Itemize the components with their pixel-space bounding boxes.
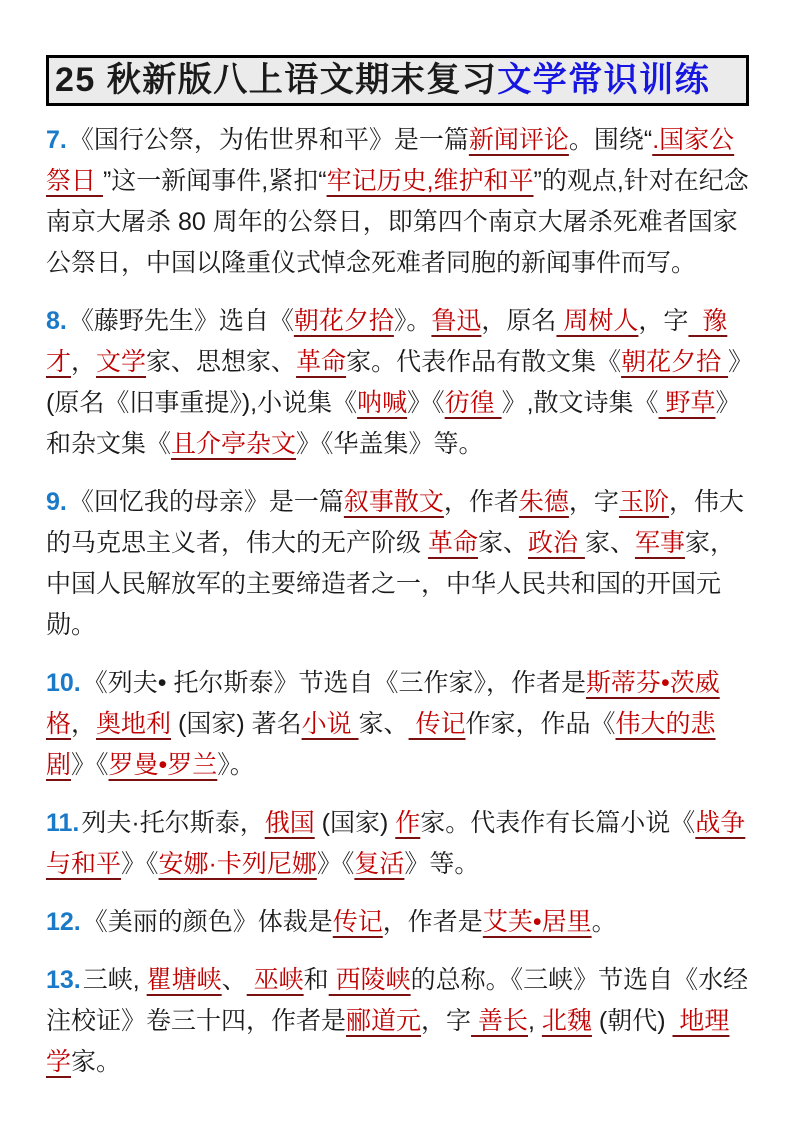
text-segment: 列夫·托尔斯泰， [81,809,265,837]
item-number: 9. [46,488,67,516]
item-paragraph [46,301,749,465]
text-segment: ，伟大的马克思主义者，伟大的无产阶级 [46,488,744,557]
fill-in-answer: 彷徨 [444,389,502,417]
fill-in-answer: 军事 [634,529,685,557]
fill-in-answer: 文学 [96,348,147,376]
fill-in-answer: 伟大的悲剧 [46,710,716,779]
fill-in-answer: 政治 [527,529,585,557]
text-segment: 三峡, [82,966,147,994]
text-segment: 》《华盖集》等。 [296,430,484,458]
text-segment: 》和杂文集《 [46,389,741,458]
text-segment: 。围绕“ [568,126,653,154]
text-segment: ，作者是 [382,908,483,936]
text-segment: ，字 [568,488,619,516]
text-segment: 》。 [217,751,255,779]
fill-in-answer: 巫峡 [246,966,304,994]
fill-in-answer: 斯蒂芬•茨威格 [46,669,720,738]
fill-in-answer: 小说 [301,710,359,738]
fill-in-answer: 朱德 [518,488,569,516]
text-segment: (朝代) [591,1007,673,1035]
fill-in-answer: 罗曼•罗兰 [108,751,218,779]
item-paragraph [46,902,749,943]
fill-in-answer: 西陵峡 [328,966,411,994]
text-segment: 和 [303,966,329,994]
fill-in-answer: 豫才 [46,307,728,376]
item-number: 10. [46,669,81,697]
text-segment: ，字 [421,1007,472,1035]
fill-in-answer: 传记 [332,908,383,936]
text-segment: 《列夫• 托尔斯泰》节选自《三作家》，作者是 [82,669,586,697]
text-segment: 《美丽的颜色》体裁是 [82,908,333,936]
text-segment: 》《 [316,850,355,878]
fill-in-answer: 鲁迅 [431,307,482,335]
text-segment: 》(原名《旧事重提》),小说集《 [46,348,741,417]
fill-in-answer: 革命 [296,348,347,376]
fill-in-answer: 朝花夕拾 [293,307,394,335]
text-segment: 》《 [71,751,109,779]
fill-in-answer: 安娜·卡列尼娜 [158,850,317,878]
text-segment: ”的观点,针对在纪念南京大屠杀 80 周年的公祭日，即第四个南京大屠杀死难者国家公祭日，中国以隆重仪式悼念死难者同胞的新闻事件而写。 [46,167,749,277]
text-segment: ”这一新闻事件,紧扣“ [102,167,327,195]
fill-in-answer: 地理学 [46,1007,730,1076]
text-segment: , [528,1007,542,1035]
text-segment: ，作者 [443,488,519,516]
text-segment: 》。 [393,307,432,335]
text-segment: 《国行公祭，为佑世界和平》是一篇 [68,126,469,154]
fill-in-answer: 艾芙•居里 [482,908,592,936]
item-number: 13. [46,966,81,994]
fill-in-answer: 野草 [658,389,716,417]
fill-in-answer: 复活 [354,850,405,878]
fill-in-answer: 瞿塘峡 [146,966,222,994]
text-segment: 家。 [71,1048,122,1076]
fill-in-answer: 周树人 [556,307,639,335]
item-number: 12. [46,908,81,936]
item-number: 7. [46,126,67,154]
text-segment: 》《 [121,850,159,878]
fill-in-answer: 且介亭杂文 [171,430,297,458]
title-highlight: 文学常识训练 [497,61,711,99]
fill-in-answer: 俄国 [264,809,315,837]
fill-in-answer: 奥地利 [96,710,172,738]
text-segment: 《藤野先生》选自《 [68,307,294,335]
fill-in-answer: 战争与和平 [46,809,746,878]
page-title [46,55,749,106]
fill-in-answer: 牢记历史,维护和平 [326,167,534,195]
text-segment: (国家) [314,809,396,837]
fill-in-answer: 北魏 [541,1007,592,1035]
text-segment: 》等。 [404,850,480,878]
text-segment: 》,散文诗集《 [501,389,659,417]
item-paragraph [46,120,749,284]
text-segment: 。 [591,908,617,936]
text-segment: 《回忆我的母亲》是一篇 [68,488,344,516]
text-segment: ，原名 [481,307,557,335]
item-number: 11. [46,809,80,837]
text-segment: 家，中国人民解放军的主要缔造者之一，中华人民共和国的开国元勋。 [46,529,735,639]
fill-in-answer: 新闻评论 [468,126,569,154]
text-segment: 家、 [477,529,528,557]
text-segment: ， [71,348,97,376]
title-prefix: 25 秋新版八上语文期末复习 [55,61,498,99]
text-segment: 家、思想家、 [146,348,297,376]
items [46,120,749,1083]
fill-in-answer: 作 [395,809,421,837]
text-segment: (国家) 著名 [171,710,302,738]
fill-in-answer: 善长 [471,1007,528,1035]
text-segment: 》《 [407,389,445,417]
text-segment: ，字 [638,307,689,335]
text-segment: 家。代表作品有散文集《 [346,348,622,376]
item-paragraph [46,482,749,646]
fill-in-answer: 玉阶 [618,488,669,516]
text-segment: 作家，作品《 [465,710,616,738]
fill-in-answer: 革命 [427,529,478,557]
text-segment: 、 [221,966,247,994]
text-segment: 家。代表作有长篇小说《 [420,809,696,837]
fill-in-answer: 朝花夕拾 [621,348,729,376]
text-segment: ， [71,710,97,738]
text-segment: 的总称。《三峡》节选自《水经注校证》卷三十四，作者是 [46,966,749,1035]
item-paragraph [46,803,749,885]
item-paragraph [46,663,749,786]
fill-in-answer: 郦道元 [346,1007,422,1035]
fill-in-answer: .国家公祭日 [46,126,735,195]
item-number: 8. [46,307,67,335]
fill-in-answer: 呐喊 [357,389,408,417]
text-segment: 家、 [584,529,635,557]
fill-in-answer: 叙事散文 [343,488,444,516]
text-segment: 家、 [358,710,409,738]
fill-in-answer: 传记 [408,710,466,738]
item-paragraph [46,960,749,1083]
